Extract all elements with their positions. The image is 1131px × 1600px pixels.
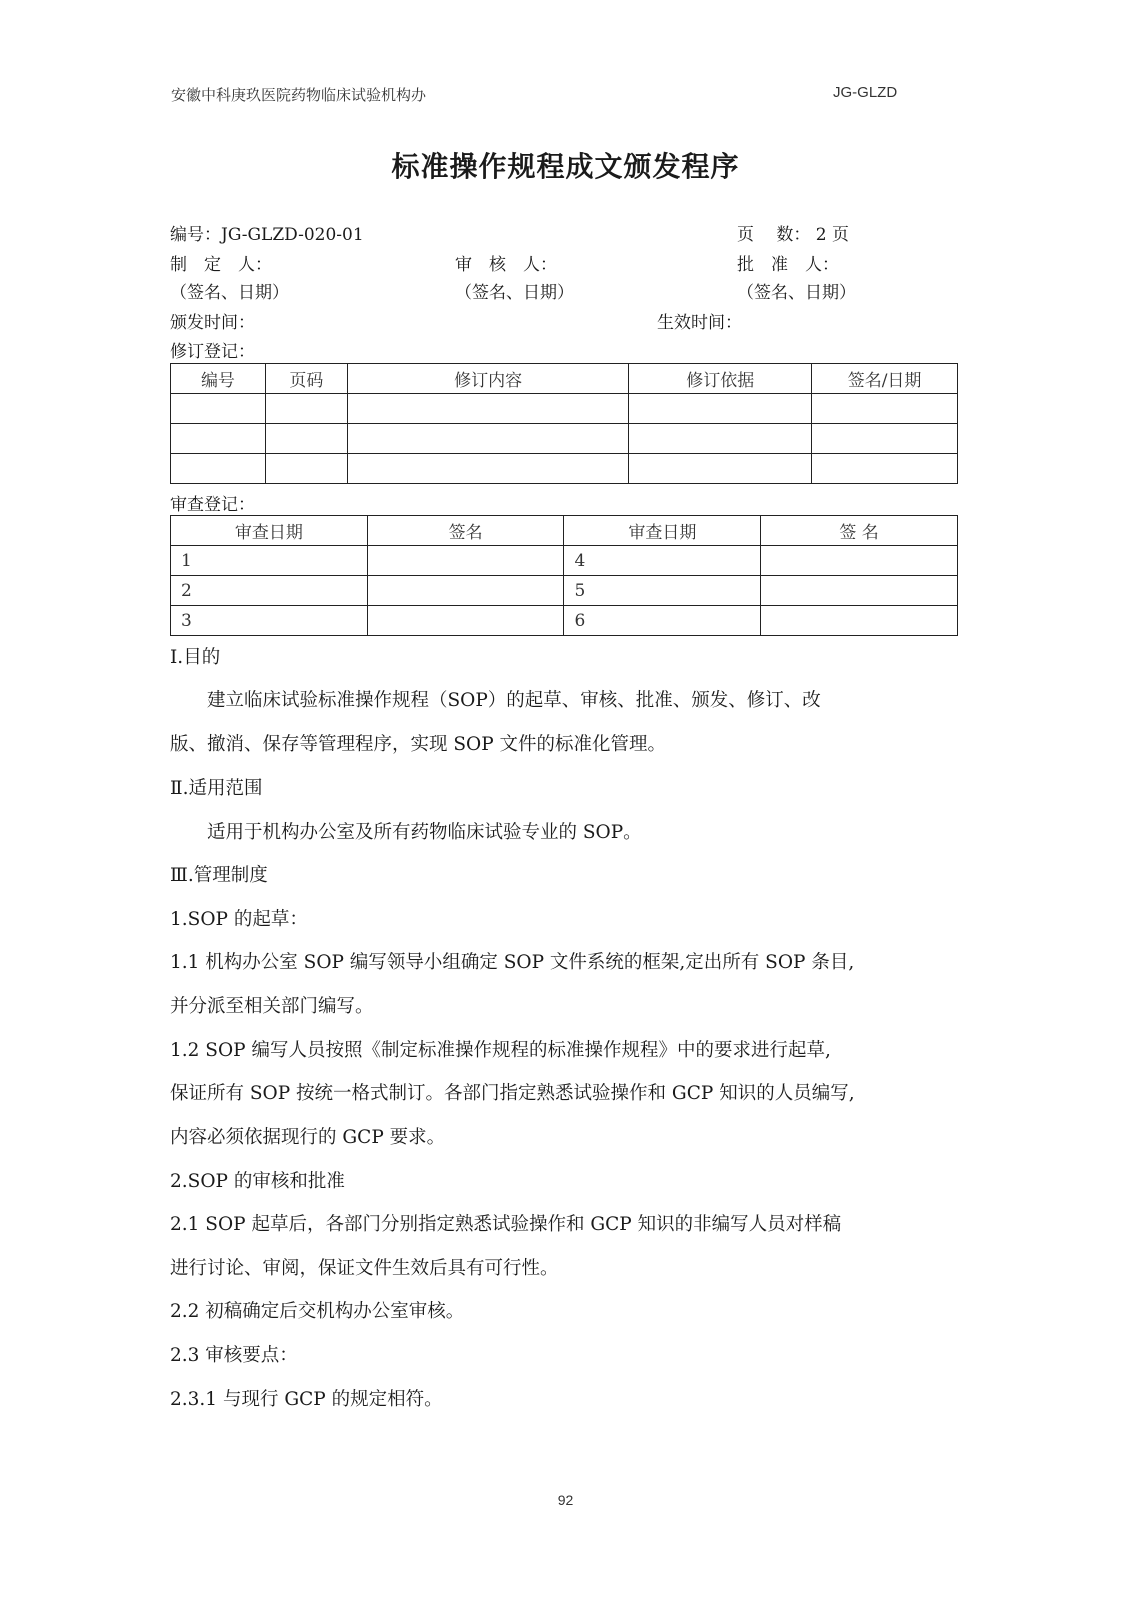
review-record-label: 审查登记： [170, 495, 255, 515]
review-header-cell: 审查日期 [171, 516, 368, 546]
review-row [171, 546, 958, 576]
section-heading-management: Ⅲ.管理制度 [170, 865, 268, 886]
review-cell[interactable] [761, 606, 958, 636]
revision-cell[interactable] [171, 424, 266, 454]
approver-sign-date: （签名、日期） [737, 283, 856, 303]
review-cell[interactable]: 5 [564, 576, 761, 606]
revision-cell[interactable] [812, 424, 958, 454]
review-row [171, 606, 958, 636]
revision-cell[interactable] [265, 424, 347, 454]
paragraph-line: 并分派至相关部门编写。 [170, 996, 374, 1017]
revision-cell[interactable] [629, 454, 812, 484]
paragraph-line: 适用于机构办公室及所有药物临床试验专业的 SOP。 [170, 822, 642, 843]
page-count: 页 数： 2 页 [737, 225, 850, 245]
paragraph-line: 2.1 SOP 起草后，各部门分别指定熟悉试验操作和 GCP 知识的非编写人员对样稿 [170, 1214, 842, 1235]
review-header-cell: 审查日期 [564, 516, 761, 546]
review-row [171, 576, 958, 606]
effective-time-label: 生效时间： [657, 313, 742, 333]
review-cell[interactable] [367, 546, 564, 576]
revision-cell[interactable] [629, 424, 812, 454]
revision-header-cell: 编号 [171, 364, 266, 394]
revision-header-cell: 修订内容 [347, 364, 629, 394]
review-header-cell: 签名 [367, 516, 564, 546]
revision-cell[interactable] [347, 394, 629, 424]
revision-cell[interactable] [812, 454, 958, 484]
paragraph-line: 建立临床试验标准操作规程（SOP）的起草、审核、批准、颁发、修订、改 [170, 690, 821, 711]
issue-time-label: 颁发时间： [170, 313, 255, 333]
paragraph-line: 1.2 SOP 编写人员按照《制定标准操作规程的标准操作规程》中的要求进行起草, [170, 1040, 831, 1061]
paragraph-line: 2.2 初稿确定后交机构办公室审核。 [170, 1301, 465, 1322]
paragraph-line: 内容必须依据现行的 GCP 要求。 [170, 1127, 446, 1148]
section-heading-purpose: Ⅰ.目的 [170, 647, 221, 668]
revision-header-row [171, 364, 958, 394]
revision-cell[interactable] [812, 394, 958, 424]
review-cell[interactable]: 3 [171, 606, 368, 636]
revision-row [171, 424, 958, 454]
paragraph-line: 保证所有 SOP 按统一格式制订。各部门指定熟悉试验操作和 GCP 知识的人员编写, [170, 1083, 855, 1104]
revision-header-cell: 签名/日期 [812, 364, 958, 394]
document-title: 标准操作规程成文颁发程序 [391, 150, 740, 183]
revision-table [170, 363, 958, 484]
page-number: 92 [557, 1492, 574, 1508]
review-cell[interactable]: 6 [564, 606, 761, 636]
paragraph-line: 2.3 审核要点： [170, 1345, 298, 1366]
paragraph-line: 进行讨论、审阅，保证文件生效后具有可行性。 [170, 1258, 559, 1279]
review-cell[interactable] [761, 576, 958, 606]
approver-label: 批 准 人： [737, 255, 839, 275]
review-header-cell: 签 名 [761, 516, 958, 546]
reviewer-label: 审 核 人： [455, 255, 557, 275]
review-header-row [171, 516, 958, 546]
revision-cell[interactable] [347, 454, 629, 484]
paragraph-line: 2.3.1 与现行 GCP 的规定相符。 [170, 1389, 443, 1410]
paragraph-line: 1.1 机构办公室 SOP 编写领导小组确定 SOP 文件系统的框架,定出所有 SOP 条目, [170, 952, 855, 973]
review-cell[interactable] [367, 576, 564, 606]
revision-header-cell: 页码 [265, 364, 347, 394]
reviewer-sign-date: （签名、日期） [455, 283, 574, 303]
paragraph-line: 版、撤消、保存等管理程序，实现 SOP 文件的标准化管理。 [170, 734, 667, 755]
review-cell[interactable]: 1 [171, 546, 368, 576]
doc-number: 编号：JG-GLZD-020-01 [170, 225, 364, 245]
drafter-label: 制 定 人： [170, 255, 272, 275]
subsection-heading: 1.SOP 的起草： [170, 909, 308, 930]
revision-row [171, 454, 958, 484]
review-cell[interactable] [367, 606, 564, 636]
revision-cell[interactable] [347, 424, 629, 454]
section-heading-scope: Ⅱ.适用范围 [170, 778, 263, 799]
header-organization: 安徽中科庚玖医院药物临床试验机构办 [171, 86, 427, 104]
subsection-heading: 2.SOP 的审核和批准 [170, 1171, 345, 1192]
review-cell[interactable]: 2 [171, 576, 368, 606]
revision-header-cell: 修订依据 [629, 364, 812, 394]
revision-record-label: 修订登记： [170, 342, 255, 362]
revision-row [171, 394, 958, 424]
drafter-sign-date: （签名、日期） [170, 283, 289, 303]
revision-cell[interactable] [265, 394, 347, 424]
revision-cell[interactable] [629, 394, 812, 424]
review-table [170, 515, 958, 636]
revision-cell[interactable] [171, 454, 266, 484]
revision-cell[interactable] [265, 454, 347, 484]
review-cell[interactable]: 4 [564, 546, 761, 576]
header-code: JG-GLZD [833, 84, 898, 101]
revision-cell[interactable] [171, 394, 266, 424]
review-cell[interactable] [761, 546, 958, 576]
